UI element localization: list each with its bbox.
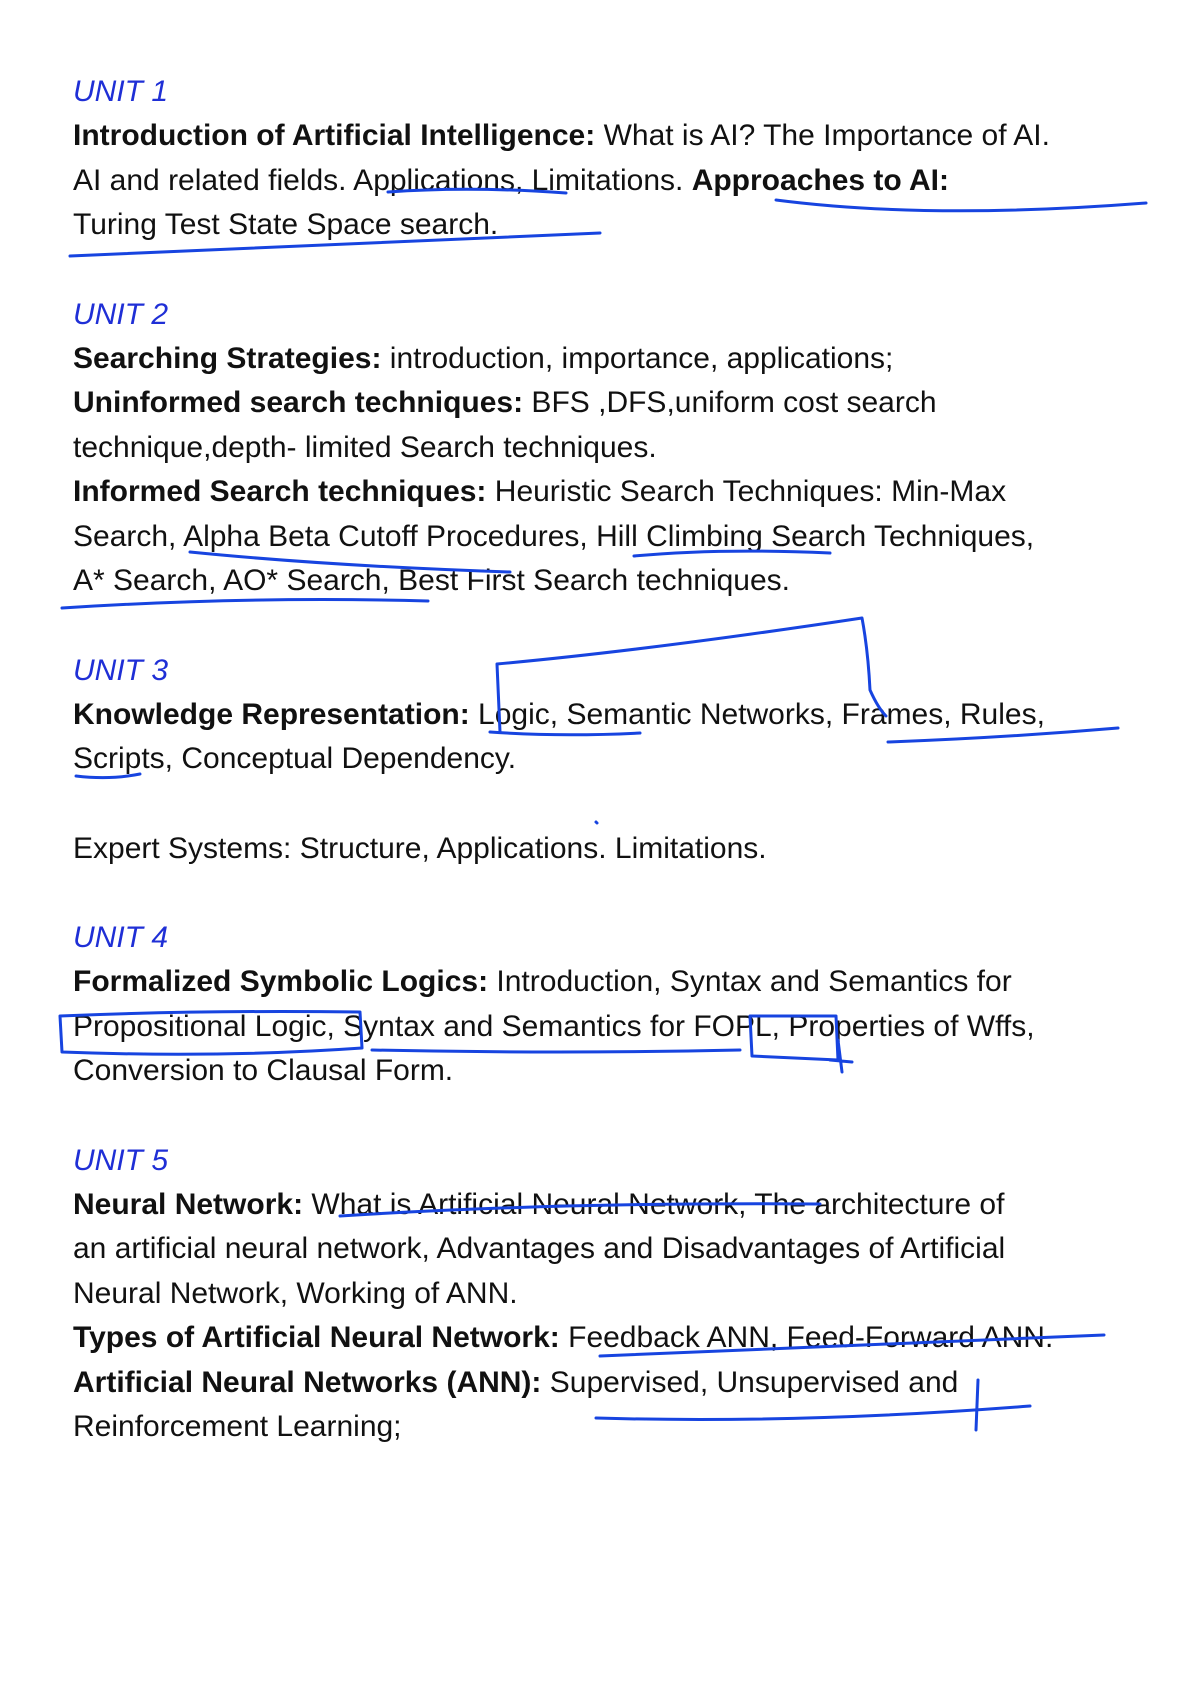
unit-3-line-2: Scripts, Conceptual Dependency. — [73, 742, 517, 775]
unit-5-line-5: Artificial Neural Networks (ANN): Supervised, Unsupervised and — [73, 1365, 959, 1399]
unit-1-section — [73, 70, 1153, 248]
unit-3-line-3: Expert Systems: Structure, Applications. Limitations. — [73, 831, 767, 865]
unit-1-line-2: AI and related fields. Applications, Limitations. Approaches to AI: — [73, 163, 949, 197]
unit-3-line-1: Knowledge Representation: Logic, Semantic Networks, Frames, Rules, — [73, 697, 1045, 731]
unit-2-line-6: A* Search, AO* Search, Best First Search techniques. — [73, 564, 791, 597]
unit-2-heading: UNIT 2 — [73, 297, 169, 331]
syllabus-page — [73, 70, 1153, 1450]
unit-5-line-6: Reinforcement Learning; — [73, 1410, 402, 1443]
section-spacer — [73, 871, 1153, 916]
section-spacer — [73, 248, 1153, 293]
unit-2-line-2: Uninformed search techniques: BFS ,DFS,uniform cost search — [73, 386, 937, 419]
unit-1-line-3: Turing Test State Space search. — [73, 208, 499, 241]
unit-5-line-3: Neural Network, Working of ANN. — [73, 1276, 518, 1310]
unit-5-line-2: an artificial neural network, Advantages and Disadvantages of Artificial — [73, 1232, 1006, 1265]
unit-4-line-3: Conversion to Clausal Form. — [73, 1054, 454, 1087]
unit-4-line-1: Formalized Symbolic Logics: Introduction, Syntax and Semantics for — [73, 965, 1012, 998]
unit-5-line-1: Neural Network: What is Artificial Neural Network, The architecture of — [73, 1187, 1005, 1221]
paragraph-spacer — [73, 782, 1153, 827]
unit-2-line-5: Search, Alpha Beta Cutoff Procedures, Hill Climbing Search Techniques, — [73, 519, 1035, 553]
unit-5-heading: UNIT 5 — [73, 1143, 169, 1177]
unit-2-line-3: technique,depth- limited Search techniques. — [73, 430, 657, 464]
unit-1-heading: UNIT 1 — [73, 75, 169, 108]
unit-1-line-1: Introduction of Artificial Intelligence: What is AI? The Importance of AI. — [73, 119, 1050, 152]
unit-2-line-4: Informed Search techniques: Heuristic Search Techniques: Min-Max — [73, 475, 1007, 508]
unit-5-section — [73, 1139, 1153, 1450]
unit-3-section — [73, 649, 1153, 872]
unit-2-section — [73, 293, 1153, 604]
unit-5-line-4: Types of Artificial Neural Network: Feedback ANN, Feed-Forward ANN. — [73, 1321, 1054, 1354]
unit-3-heading: UNIT 3 — [73, 653, 169, 687]
section-spacer — [73, 604, 1153, 649]
unit-4-line-2: Propositional Logic, Syntax and Semantics for FOPL, Properties of Wffs, — [73, 1009, 1035, 1043]
unit-2-line-1: Searching Strategies: introduction, importance, applications; — [73, 341, 894, 375]
unit-4-heading: UNIT 4 — [73, 921, 169, 954]
section-spacer — [73, 1094, 1153, 1139]
unit-4-section — [73, 916, 1153, 1094]
